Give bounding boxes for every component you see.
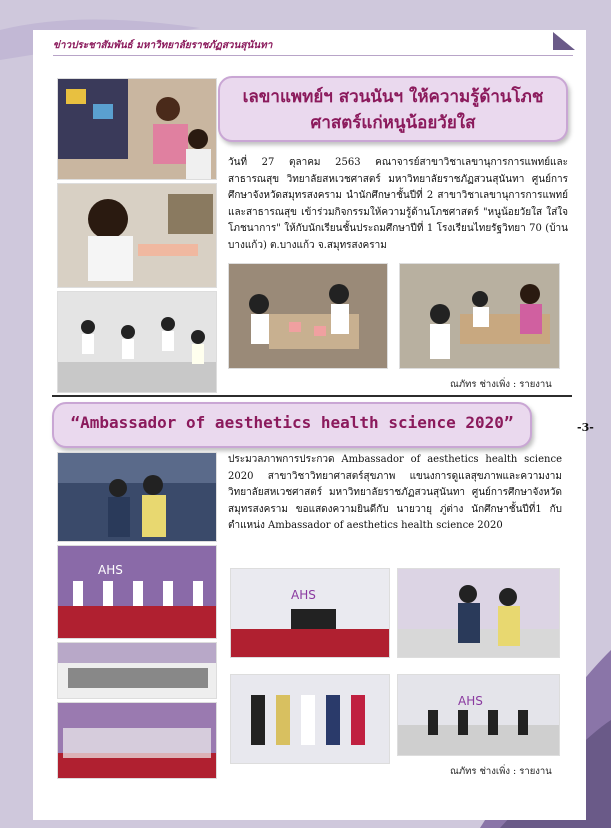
page-number: -3- — [577, 421, 594, 434]
photo-contestants-posing — [230, 568, 390, 658]
photo-children-activity-hall — [57, 291, 217, 393]
photo-stage-performance — [397, 674, 560, 756]
photo-children-at-table — [399, 263, 560, 369]
article1-body: วันที่ 27 ตุลาคม 2563 คณาจารย์สาขาวิชาเลขานุการการแพทย์และสาธารณสุข วิทยาลัยสหเวชศาสตร์ มหาวิทยาลัยราชภัฏสวนสุนันทา ศูนย์การศึกษาจังหวัดสมุทรสงคราม นำนักศึกษาชั้นปีที่ 2 สาขาวิชาเลขานุการการแพทย์และสาธารณสุข เข้าร่วมกิจกรรมให้ความรู้ด้านโภชศาสตร์ "หนูน้อยวัยใส ใส่ใจโภชนาการ" ให้กับนักเรียนชั้นประถมศึกษาปีที่ 1 โรงเรียนไทยรัฐวิทยา 70 (บ้านบางแก้ว) ต.บางแก้ว จ.สมุทรสงคราม — [228, 157, 568, 251]
article2-reporter: ณภัทร ช่างเพิ่ง : รายงาน — [450, 766, 552, 777]
photo-awardees-lineup — [230, 674, 390, 764]
article2-title: “Ambassador of aesthetics health science 2020” — [52, 402, 532, 448]
section-divider — [52, 395, 572, 397]
photo-group-photo — [57, 702, 217, 779]
article1-title: เลขาแพทย์ฯ สวนนันฯ ให้ความรู้ด้านโภชศาสตร์แก่หนูน้อยวัยใส — [218, 76, 568, 142]
photo-classroom-food-activity — [228, 263, 388, 369]
photo-teacher-with-children — [57, 78, 217, 180]
article1-reporter: ณภัทร ช่างเพิ่ง : รายงาน — [450, 379, 552, 390]
photo-sash-ceremony — [397, 568, 560, 658]
newsletter-header: ข่าวประชาสัมพันธ์ มหาวิทยาลัยราชภัฏสวนสุนันทา — [53, 40, 273, 51]
svg-text:AHS: AHS — [291, 588, 316, 602]
photo-contestants-stage — [57, 545, 217, 639]
header-rule — [53, 55, 573, 56]
article2-body: ประมวลภาพการประกวด Ambassador of aesthetics health science 2020 สาขาวิชาวิทยาศาสตร์สุขภาพ แขนงการดูแลสุขภาพและความงาม วิทยาลัยสหเวชศาสตร์ มหาวิทยาลัยราชภัฏสวนสุนันทา ศูนย์การศึกษาจังหวัดสมุทรสงคราม ขอแสดงความยินดีกับ นายวายุ ภู่ต่าง นักศึกษาชั้นปีที่1 กับตำแหน่ง Ambassador of aesthetics health science 2020 — [228, 454, 562, 531]
svg-text:AHS: AHS — [98, 563, 123, 577]
photo-ambassador-winner — [57, 452, 217, 542]
photo-group-gathering — [57, 642, 217, 699]
svg-text:AHS: AHS — [458, 694, 483, 708]
photo-child-receiving-item — [57, 183, 217, 288]
